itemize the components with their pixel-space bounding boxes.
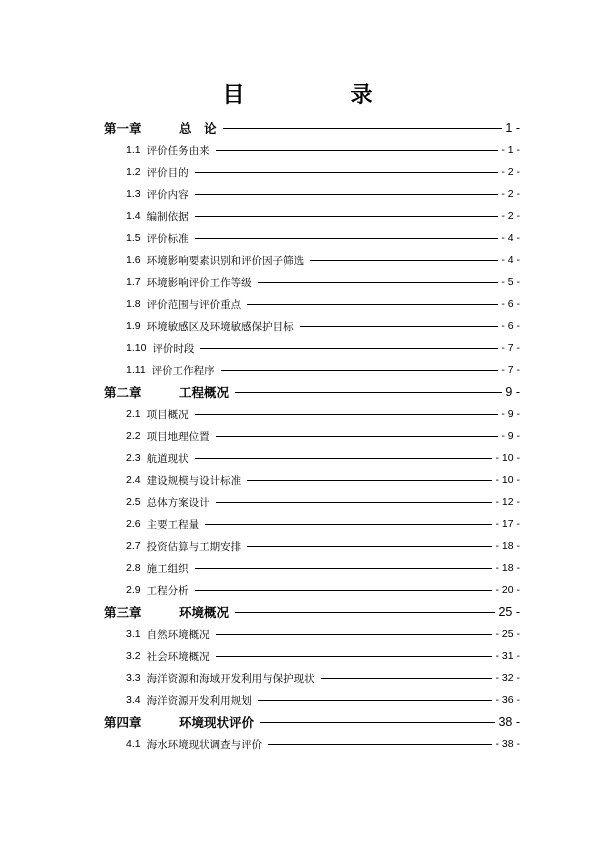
toc-entry-label: 评价内容: [146, 188, 189, 201]
toc-entry-number: 2.2: [126, 430, 141, 442]
toc-leader-line: [195, 590, 493, 591]
toc-entry-label: 环境影响评价工作等级: [146, 276, 252, 289]
toc-leader-line: [235, 612, 495, 613]
toc-page-number: - 1 -: [501, 144, 520, 156]
toc-entry-label: 工程分析: [146, 584, 189, 597]
toc-leader-line: [268, 744, 492, 745]
toc-entry-number: 3.3: [126, 672, 141, 684]
toc-section-entry[interactable]: [126, 667, 520, 689]
toc-entry-number: 2.7: [126, 540, 141, 552]
toc-entry-label: 环境影响要素识别和评价因子筛选: [146, 254, 305, 267]
toc-page-number: - 25 -: [495, 628, 520, 640]
toc-entry-number: 第三章: [104, 605, 142, 620]
toc-leader-line: [205, 524, 492, 525]
toc-section-entry[interactable]: [126, 139, 520, 161]
toc-leader-line: [195, 238, 499, 239]
toc-leader-line: [321, 678, 493, 679]
toc-leader-line: [216, 656, 493, 657]
toc-entry-label: 投资估算与工期安排: [146, 540, 242, 553]
toc-entry-label: 总 论: [179, 121, 217, 136]
toc-entry-label: 评价工作程序: [151, 364, 215, 377]
toc-entry-label: 建设规模与设计标准: [146, 474, 242, 487]
toc-section-entry[interactable]: [126, 425, 520, 447]
toc-entry-label: 航道现状: [146, 452, 189, 465]
toc-leader-line: [247, 480, 492, 481]
toc-section-entry[interactable]: [126, 271, 520, 293]
toc-section-entry[interactable]: [126, 733, 520, 755]
toc-leader-line: [216, 436, 499, 437]
toc-page-number: - 4 -: [501, 254, 520, 266]
toc-leader-line: [247, 546, 492, 547]
toc-entry-label: 评价时段: [152, 342, 195, 355]
toc-entry-label: 社会环境概况: [146, 650, 210, 663]
toc-leader-line: [300, 326, 499, 327]
toc-page-number: - 20 -: [495, 584, 520, 596]
toc-page-number: - 2 -: [501, 166, 520, 178]
toc-leader-line: [195, 216, 499, 217]
toc-entry-number: 1.3: [126, 188, 141, 200]
toc-entry-label: 海洋资源开发利用规划: [146, 694, 252, 707]
toc-entry-label: 编制依据: [146, 210, 189, 223]
toc-page-number: - 12 -: [495, 496, 520, 508]
toc-entry-label: 评价目的: [146, 166, 189, 179]
toc-entry-number: 2.5: [126, 496, 141, 508]
toc-page-number: - 32 -: [495, 672, 520, 684]
toc-leader-line: [216, 150, 499, 151]
toc-page-number: - 6 -: [501, 320, 520, 332]
toc-entry-number: 2.6: [126, 518, 141, 530]
toc-leader-line: [216, 502, 493, 503]
toc-entry-number: 4.1: [126, 738, 141, 750]
toc-entry-label: 评价范围与评价重点: [146, 298, 242, 311]
toc-entry-label: 工程概况: [179, 385, 230, 400]
toc-page-number: - 5 -: [501, 276, 520, 288]
toc-leader-line: [258, 282, 499, 283]
toc-entry-number: 1.9: [126, 320, 141, 332]
toc-entry-label: 主要工程量: [146, 518, 200, 531]
toc-entry-label: 环境现状评价: [179, 715, 255, 730]
toc-entry-number: 第四章: [104, 715, 142, 730]
toc-section-entry[interactable]: [126, 227, 520, 249]
toc-entry-number: 3.4: [126, 694, 141, 706]
toc-leader-line: [195, 414, 499, 415]
toc-leader-line: [216, 634, 493, 635]
toc-entry-number: 1.8: [126, 298, 141, 310]
toc-leader-line: [310, 260, 498, 261]
toc-entry-number: 2.1: [126, 408, 141, 420]
toc-section-entry[interactable]: [126, 623, 520, 645]
toc-leader-line: [195, 172, 499, 173]
toc-page-number: 25 -: [498, 605, 520, 619]
toc-section-entry[interactable]: [126, 447, 520, 469]
toc-entry-number: 3.1: [126, 628, 141, 640]
toc-section-entry[interactable]: [126, 689, 520, 711]
toc-section-entry[interactable]: [126, 249, 520, 271]
toc-entry-number: 1.4: [126, 210, 141, 222]
toc-chapter-entry[interactable]: [104, 381, 520, 403]
toc-page-number: - 36 -: [495, 694, 520, 706]
toc-chapter-entry[interactable]: [104, 601, 520, 623]
toc-entry-label: 评价标准: [146, 232, 189, 245]
toc-entry-number: 1.2: [126, 166, 141, 178]
toc-page-number: - 9 -: [501, 430, 520, 442]
toc-page-number: - 18 -: [495, 562, 520, 574]
toc-entry-number: 第二章: [104, 385, 142, 400]
toc-entry-label: 评价任务由来: [146, 144, 210, 157]
toc-page-number: 9 -: [505, 385, 520, 399]
toc-page-number: - 7 -: [501, 342, 520, 354]
toc-page-number: - 10 -: [495, 474, 520, 486]
toc-entry-number: 2.3: [126, 452, 141, 464]
toc-entry-label: 海水环境现状调查与评价: [146, 738, 263, 751]
toc-page-number: 38 -: [498, 715, 520, 729]
toc-entry-label: 总体方案设计: [146, 496, 210, 509]
toc-page-number: - 18 -: [495, 540, 520, 552]
toc-leader-line: [223, 128, 503, 129]
toc-section-entry[interactable]: [126, 579, 520, 601]
toc-section-entry[interactable]: [126, 315, 520, 337]
toc-section-entry[interactable]: [126, 513, 520, 535]
toc-section-entry[interactable]: [126, 645, 520, 667]
toc-page-number: - 7 -: [501, 364, 520, 376]
toc-entry-number: 2.9: [126, 584, 141, 596]
toc-entry-number: 1.5: [126, 232, 141, 244]
toc-page-number: - 9 -: [501, 408, 520, 420]
toc-section-entry[interactable]: [126, 359, 520, 381]
toc-leader-line: [221, 370, 499, 371]
toc-entry-number: 3.2: [126, 650, 141, 662]
toc-entry-number: 1.7: [126, 276, 141, 288]
toc-entry-label: 项目概况: [146, 408, 189, 421]
toc-leader-line: [258, 700, 493, 701]
toc-entry-label: 自然环境概况: [146, 628, 210, 641]
toc-leader-line: [200, 348, 498, 349]
toc-page-number: - 4 -: [501, 232, 520, 244]
toc-leader-line: [195, 458, 493, 459]
toc-entry-number: 第一章: [104, 121, 142, 136]
toc-section-entry[interactable]: [126, 535, 520, 557]
toc-section-entry[interactable]: [126, 183, 520, 205]
toc-leader-line: [260, 722, 495, 723]
toc-entry-number: 1.10: [126, 342, 147, 354]
toc-section-entry[interactable]: [126, 293, 520, 315]
page-title: 目 录: [222, 83, 415, 108]
toc-section-entry[interactable]: [126, 557, 520, 579]
toc-entry-label: 环境概况: [179, 605, 230, 620]
toc-section-entry[interactable]: [126, 337, 520, 359]
toc-section-entry[interactable]: [126, 469, 520, 491]
toc-section-entry[interactable]: [126, 491, 520, 513]
toc-leader-line: [247, 304, 498, 305]
toc-entry-number: 2.4: [126, 474, 141, 486]
toc-page-number: - 2 -: [501, 188, 520, 200]
toc-entry-number: 1.1: [126, 144, 141, 156]
toc-leader-line: [235, 392, 502, 393]
toc-chapter-entry[interactable]: [104, 117, 520, 139]
toc-entry-number: 1.11: [126, 364, 146, 376]
toc-page-number: - 10 -: [495, 452, 520, 464]
toc-page-number: 1 -: [505, 121, 520, 135]
toc-entry-number: 2.8: [126, 562, 141, 574]
toc-entry-label: 项目地理位置: [146, 430, 210, 443]
toc-entry-label: 海洋资源和海域开发利用与保护现状: [146, 672, 315, 685]
toc-entry-label: 施工组织: [146, 562, 189, 575]
toc-leader-line: [195, 194, 499, 195]
toc-leader-line: [195, 568, 493, 569]
toc-entry-label: 环境敏感区及环境敏感保护目标: [146, 320, 294, 333]
toc-section-entry[interactable]: [126, 161, 520, 183]
toc-section-entry[interactable]: [126, 403, 520, 425]
toc-chapter-entry[interactable]: [104, 711, 520, 733]
toc-page-number: - 2 -: [501, 210, 520, 222]
toc-page-number: - 6 -: [501, 298, 520, 310]
toc-page-number: - 31 -: [495, 650, 520, 662]
toc-section-entry[interactable]: [126, 205, 520, 227]
toc-page-number: - 17 -: [495, 518, 520, 530]
toc-page-number: - 38 -: [495, 738, 520, 750]
toc-entry-number: 1.6: [126, 254, 141, 266]
